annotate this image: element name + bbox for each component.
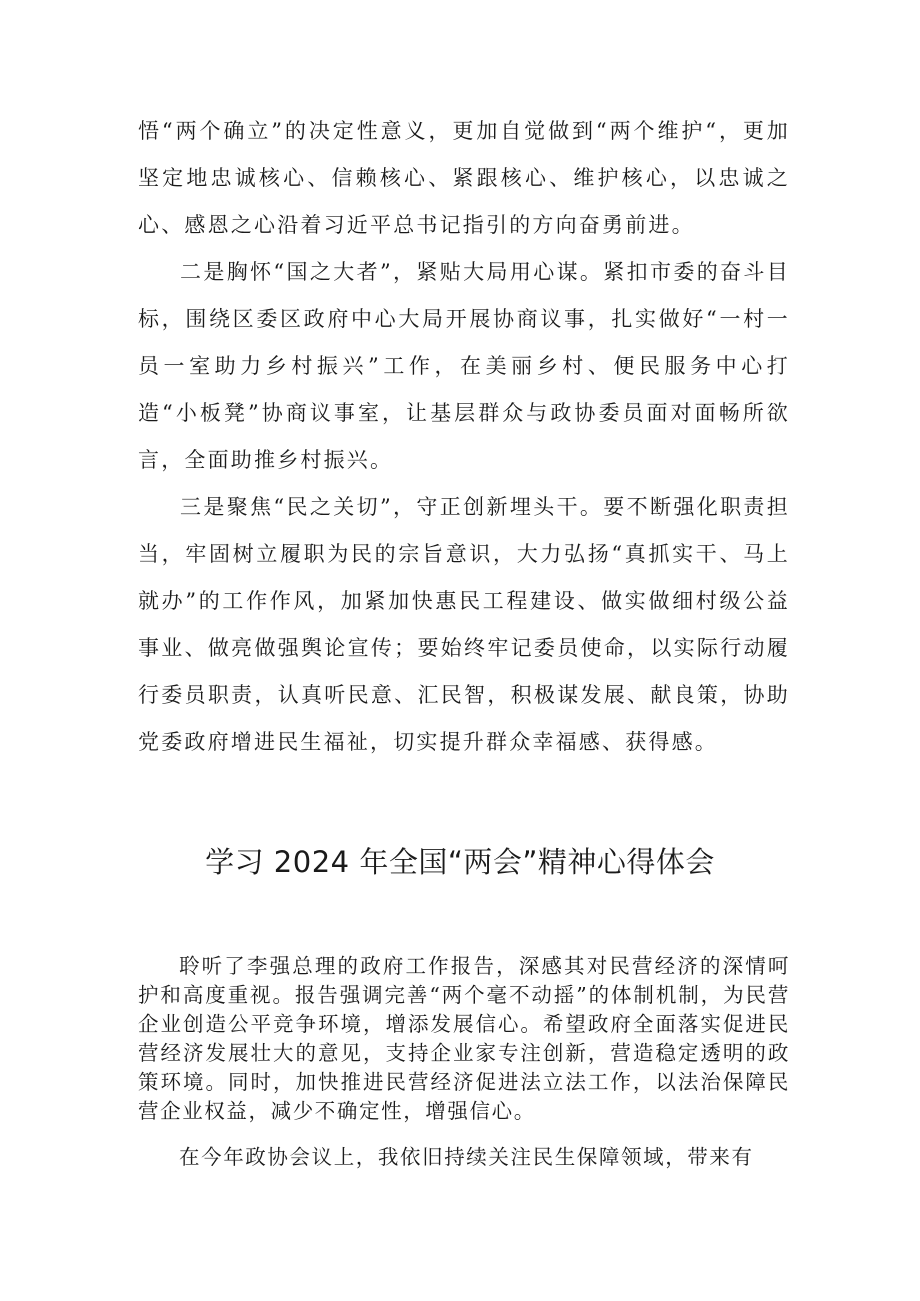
article-title: 学习 2024 年全国“两会”精神心得体会 [205,845,715,879]
article-paragraph-1: 聆听了李强总理的政府工作报告，深感其对民营经济的深情呵护和高度重视。报告强调完善“两个毫不动摇”的体制机制，为民营企业创造公平竞争环境，增添发展信心。希望政府全面落实促进民营经济发展壮大的意见，支持企业家专注创新，营造稳定透明的政策环境。同时，加快推进民营经济促进法立法工作，以法治保障民营企业权益，减少不确定性，增强信心。 [138,954,790,1123]
paragraph-continuation: 悟“两个确立”的决定性意义，更加自觉做到“两个维护“，更加坚定地忠诚核心、信赖核心、紧跟核心、维护核心，以忠诚之心、感恩之心沿着习近平总书记指引的方向奋勇前进。 [138,119,790,237]
previous-article-continuation [138,108,790,766]
article-body [138,952,790,1172]
article-paragraph-2: 在今年政协会议上，我依旧持续关注民生保障领域，带来有 [179,1145,754,1169]
paragraph-point-three: 三是聚焦“民之关切”，守正创新埋头干。要不断强化职责担当，牢固树立履职为民的宗旨意识，大力弘扬“真抓实干、马上就办”的工作作风，加紧加快惠民工程建设、做实做细村级公益事业、做亮做强舆论宣传；要始终牢记委员使命，以实际行动履行委员职责，认真听民意、汇民智，积极谋发展、献良策，协助党委政府增进民生福祉，切实提升群众幸福感、获得感。 [138,495,790,754]
paragraph-point-two: 二是胸怀“国之大者”，紧贴大局用心谋。紧扣市委的奋斗目标，围绕区委区政府中心大局开展协商议事，扎实做好“一村一员一室助力乡村振兴”工作，在美丽乡村、便民服务中心打造“小板凳”协商议事室，让基层群众与政协委员面对面畅所欲言，全面助推乡村振兴。 [138,260,790,472]
